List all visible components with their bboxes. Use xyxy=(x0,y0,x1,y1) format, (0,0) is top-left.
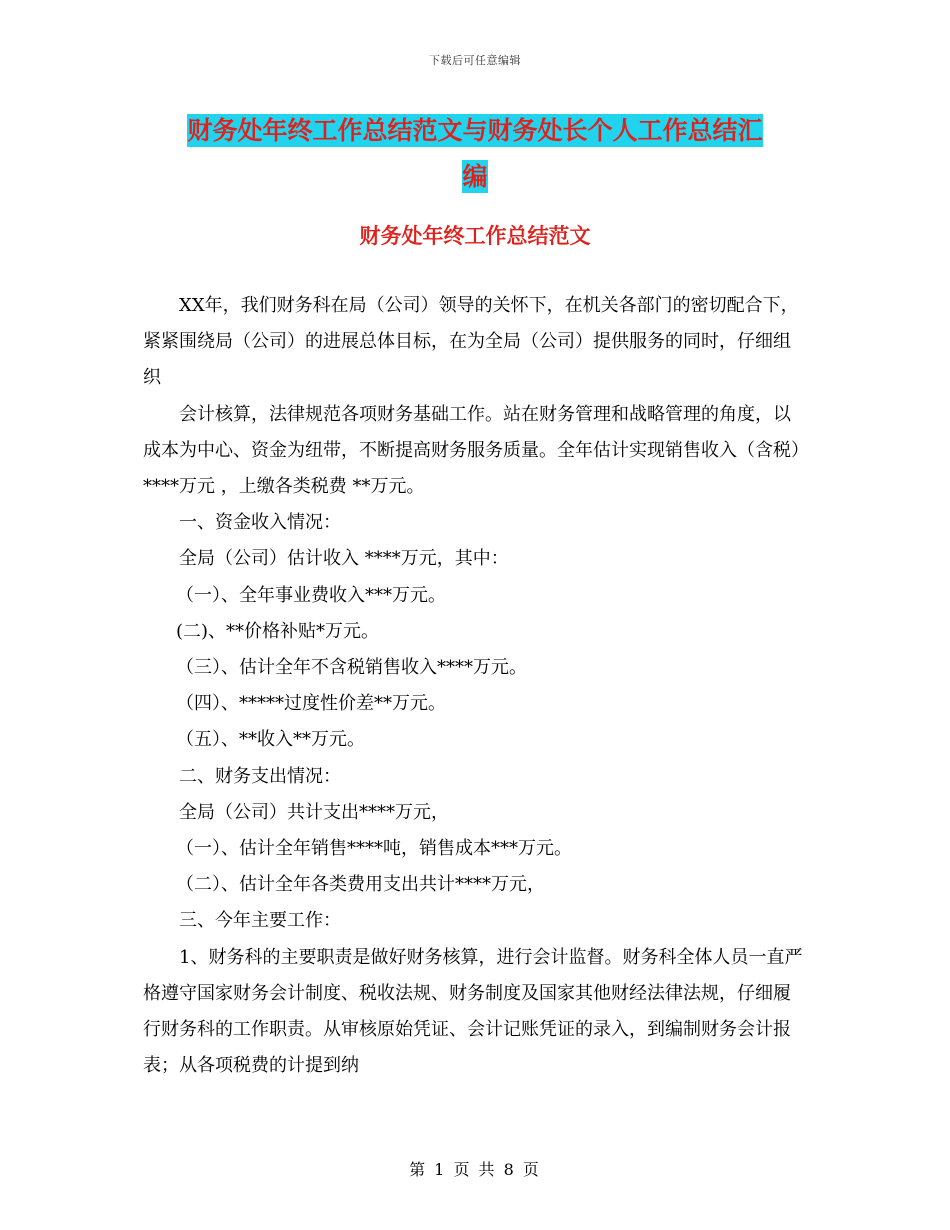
paragraph: 全局（公司）共计支出****万元， xyxy=(179,801,449,823)
paragraph: (二)、**价格补贴*万元。 xyxy=(176,620,380,642)
paragraph: 会计核算，法律规范各项财务基础工作。站在财务管理和战略管理的角度，以成本为中心、资金为纽带，不断提高财务服务质量。全年估计实现销售收入（含税）****万元 ，上缴各类税费 **万元。 xyxy=(143,403,800,498)
body-text xyxy=(143,288,808,1084)
section-title: 财务处年终工作总结范文 xyxy=(359,224,591,248)
header-note: 下载后可任意编辑 xyxy=(429,54,521,67)
paragraph: 一、资金收入情况： xyxy=(179,512,341,534)
paragraph: 二、财务支出情况： xyxy=(179,765,341,787)
paragraph: （四）、*****过度性价差**万元。 xyxy=(176,693,446,715)
paragraph: 全局（公司）估计收入 ****万元，其中： xyxy=(179,548,509,570)
paragraph: （一）、估计全年销售****吨，销售成本***万元。 xyxy=(176,838,572,860)
title-line-1: 财务处年终工作总结范文与财务处长个人工作总结汇 xyxy=(187,116,763,145)
title-line-2: 编 xyxy=(462,162,488,191)
paragraph: 三、今年主要工作： xyxy=(179,910,341,932)
document-title xyxy=(140,108,810,200)
paragraph: （二）、估计全年各类费用支出共计****万元， xyxy=(176,874,545,896)
paragraph: （一）、全年事业费收入***万元。 xyxy=(176,584,446,606)
paragraph: 1、财务科的主要职责是做好财务核算，进行会计监督。财务科全体人员一直严格遵守国家财务会计制度、税收法规、财务制度及国家其他财经法律法规，仔细履行财务科的工作职责。从审核原始凭证、会计记账凭证的录入，到编制财务会计报表；从各项税费的计提到纳 xyxy=(143,946,803,1077)
paragraph: （五）、**收入**万元。 xyxy=(176,729,365,751)
paragraph: （三）、估计全年不含税销售收入****万元。 xyxy=(176,657,527,679)
page-footer: 第 1 页 共 8 页 xyxy=(409,1160,541,1179)
paragraph: XX年，我们财务科在局（公司）领导的关怀下，在机关各部门的密切配合下，紧紧围绕局（公司）的进展总体目标，在为全局（公司）提供服务的同时，仔细组织 xyxy=(143,295,799,389)
